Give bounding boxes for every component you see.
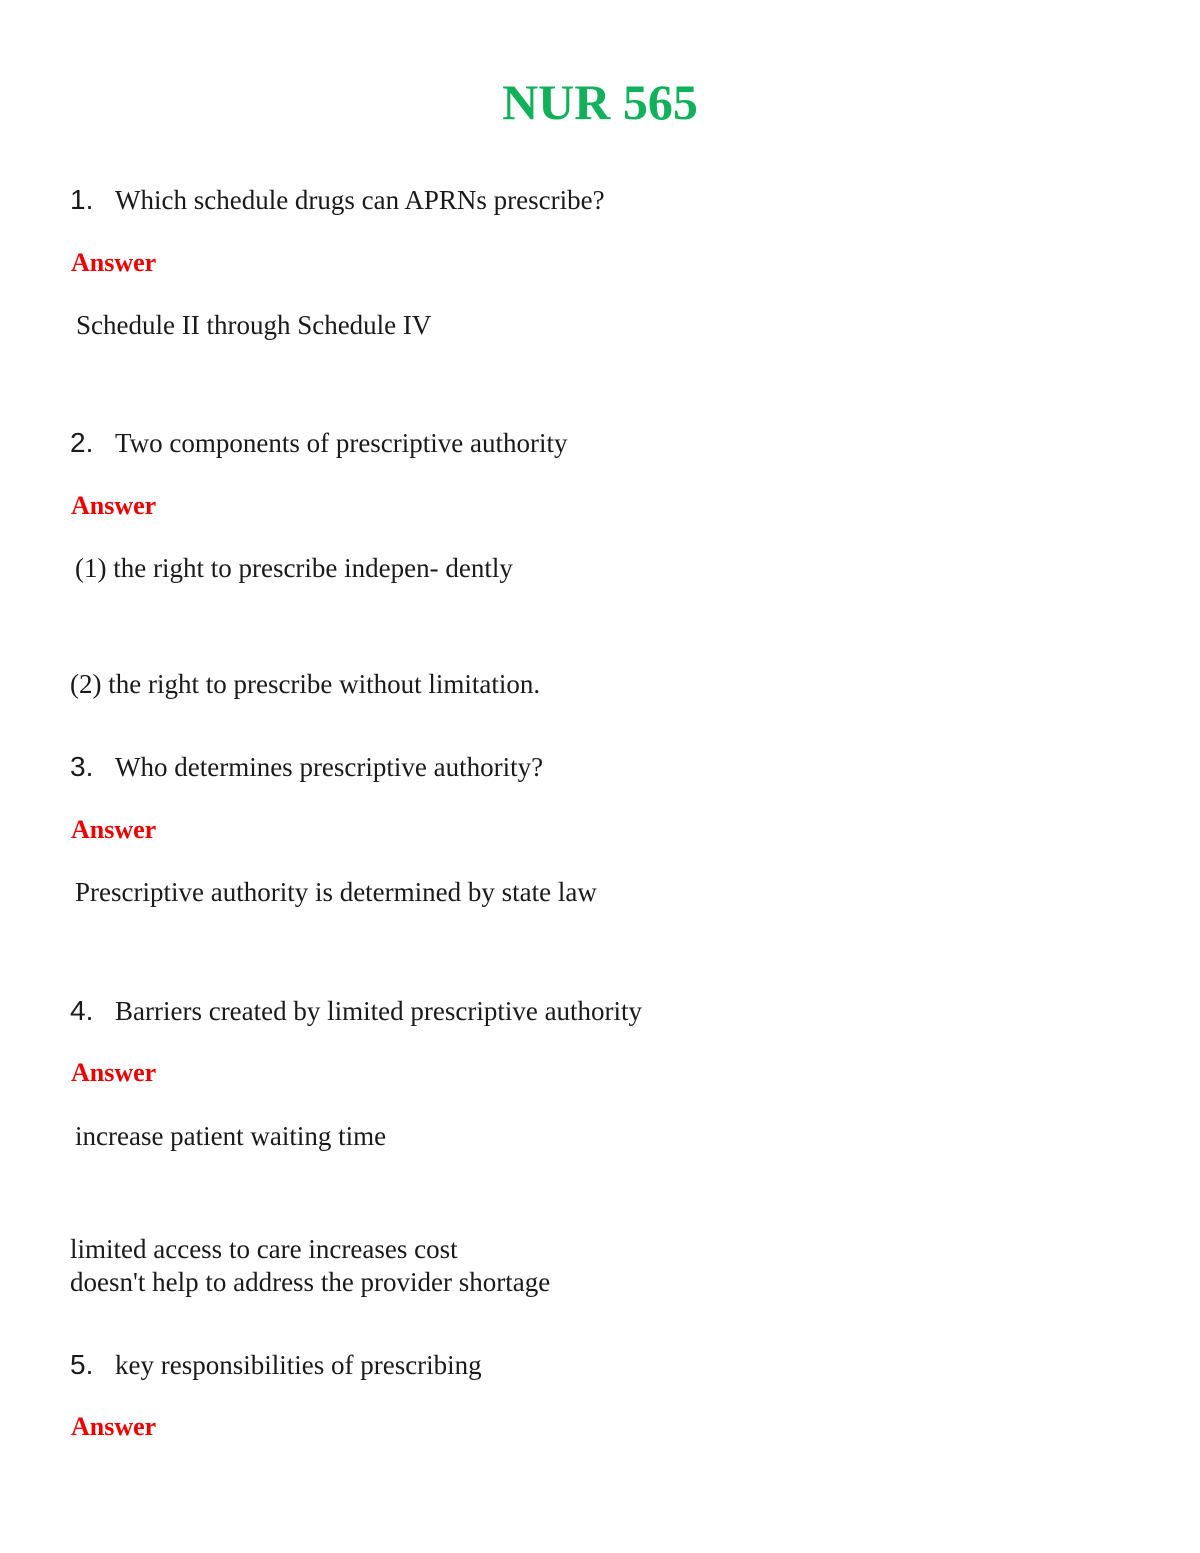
question-number: 4.: [70, 995, 94, 1026]
question-number: 5.: [70, 1349, 94, 1380]
answer-label-3: Answer: [71, 815, 157, 844]
answer-label-4: Answer: [71, 1058, 157, 1087]
answer-4-line-3: doesn't help to address the provider shortage: [70, 1267, 551, 1297]
answer-2-line-1: (1) the right to prescribe indepen- dently: [75, 553, 513, 583]
answer-4-line-1: increase patient waiting time: [75, 1121, 387, 1151]
question-4: [70, 994, 642, 1028]
answer-3-line-1: Prescriptive authority is determined by state law: [75, 877, 597, 907]
question-3: [70, 750, 543, 784]
question-number: 1.: [70, 184, 94, 215]
question-text: Barriers created by limited prescriptive authority: [115, 996, 643, 1026]
answer-label-2: Answer: [71, 491, 157, 520]
answer-1-line-1: Schedule II through Schedule IV: [76, 310, 432, 340]
question-text: Which schedule drugs can APRNs prescribe?: [115, 185, 605, 215]
question-number: 3.: [70, 751, 94, 782]
answer-label-5: Answer: [71, 1412, 157, 1441]
question-text: Who determines prescriptive authority?: [115, 752, 544, 782]
question-text: key responsibilities of prescribing: [115, 1350, 482, 1380]
question-text: Two components of prescriptive authority: [115, 428, 568, 458]
question-number: 2.: [70, 427, 94, 458]
answer-2-line-2: (2) the right to prescribe without limitation.: [70, 669, 541, 699]
question-5: [70, 1348, 482, 1382]
question-1: [70, 183, 605, 217]
question-2: [70, 426, 568, 460]
page-title: NUR 565: [502, 74, 698, 130]
answer-4-line-2: limited access to care increases cost: [70, 1234, 458, 1264]
answer-label-1: Answer: [71, 248, 157, 277]
